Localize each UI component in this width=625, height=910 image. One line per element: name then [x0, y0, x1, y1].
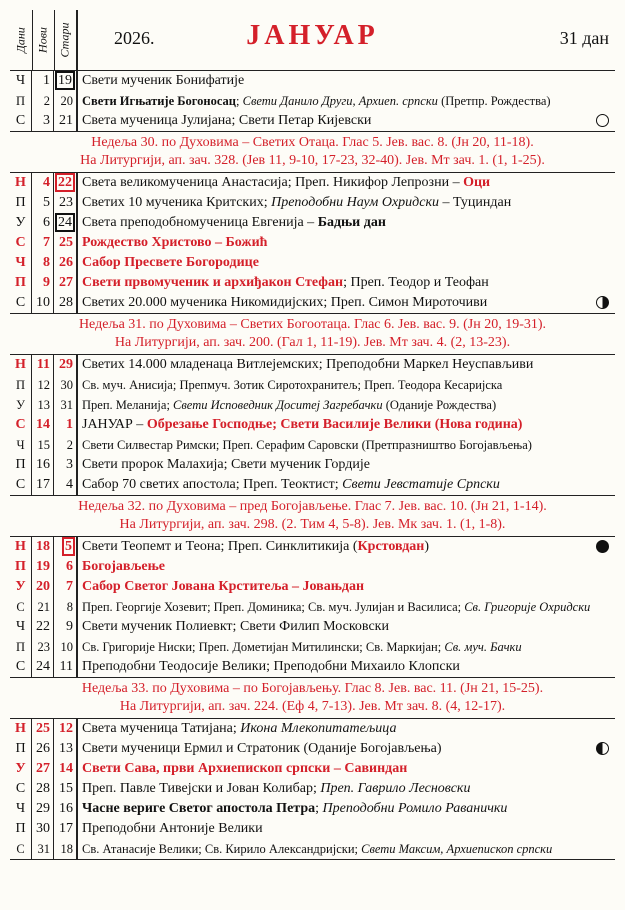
weekday-cell: С	[10, 415, 32, 435]
column-header-new: Нови	[32, 10, 55, 70]
old-date-cell	[54, 375, 78, 395]
sunday-reading-line: На Литургији, ап. зач. 328. (Јев 11, 9-10, 17-23, 32-40). Јев. Мт зач. 1. (1, 1-25).	[80, 153, 545, 168]
new-date-cell: 7	[32, 233, 54, 253]
feast-text-part: Свети пророк Малахија; Свети мученик Гордије	[82, 457, 370, 472]
old-date-cell	[54, 577, 78, 597]
day-row	[10, 193, 615, 213]
old-date-value: 18	[60, 842, 73, 856]
feast-text-part: Преп. Гаврило Лесновски	[320, 781, 471, 796]
feast-text-part: Св. Атанасије Велики; Св. Кирило Александријски;	[82, 842, 362, 856]
day-row	[10, 71, 615, 91]
day-row	[10, 779, 615, 799]
day-row	[10, 759, 615, 779]
feast-text	[78, 799, 615, 819]
old-date-value: 31	[60, 398, 73, 412]
new-date-cell: 29	[32, 799, 54, 819]
old-date-value: 7	[66, 579, 73, 594]
feast-text-part: Светих 14.000 младенаца Витлејемских; Преподобни Маркел Неуспављиви	[82, 357, 534, 372]
old-date-cell	[54, 71, 78, 91]
weekday-cell: П	[10, 375, 32, 395]
feast-text-part: Сабор Светог Јована Крститеља – Јовањдан	[82, 579, 365, 594]
day-row	[10, 293, 615, 313]
moon-phase-full-icon	[596, 114, 609, 127]
new-date-cell: 16	[32, 455, 54, 475]
old-date-cell	[54, 111, 78, 131]
old-date-value: 3	[66, 457, 73, 472]
day-row	[10, 355, 615, 375]
feast-text-part: (Оданије Рождества)	[382, 398, 497, 412]
feast-text-part: Преподобни Ромило Раванички	[322, 801, 508, 816]
feast-text	[78, 111, 615, 131]
feast-text	[78, 759, 615, 779]
sunday-reading-line: На Литургији, ап. зач. 200. (Гал 1, 11-19). Јев. Мт зач. 4. (2, 13-23).	[114, 335, 511, 350]
old-date-value: 24	[58, 215, 72, 230]
feast-text	[78, 537, 615, 557]
old-date-cell	[54, 233, 78, 253]
old-date-value: 23	[59, 195, 73, 210]
new-date-cell: 20	[32, 577, 54, 597]
old-date-cell	[54, 455, 78, 475]
old-date-cell	[54, 819, 78, 839]
feast-text-part: Оци	[463, 175, 491, 190]
moon-phase-first-icon	[596, 296, 609, 309]
feast-text-part: Света мученица Татијана;	[82, 721, 241, 736]
feast-text-part: Св. Григорије Ниски; Преп. Дометијан Митилински; Св. Маркијан;	[82, 640, 445, 654]
feast-text-part: Преподобни Теодосије Велики; Преподобни Михаило Клопски	[82, 659, 460, 674]
feast-text-part: Свети мученик Полиевкт; Свети Филип Московски	[82, 619, 389, 634]
old-date-value: 6	[66, 559, 73, 574]
new-date-cell: 18	[32, 537, 54, 557]
feast-text	[78, 173, 615, 193]
feast-text-part: Свети Данило Други, Архиеп. српски	[242, 94, 438, 108]
day-row	[10, 799, 615, 819]
day-row	[10, 253, 615, 273]
feast-text-part: Сабор Пресвете Богородице	[82, 255, 259, 270]
feast-text	[78, 475, 615, 495]
feast-text	[78, 293, 615, 313]
sunday-reading-line: Недеља 33. по Духовима – по Богојављењу. Глас 8. Јев. вас. 11. (Јн 21, 15-25).	[81, 681, 544, 696]
old-date-cell	[54, 395, 78, 415]
feast-text-part: Свети мученик Бонифатије	[82, 73, 245, 88]
day-row	[10, 273, 615, 293]
sunday-reading	[10, 496, 615, 537]
old-date-value: 16	[59, 801, 73, 816]
day-row	[10, 111, 615, 131]
new-date-cell: 13	[32, 395, 54, 415]
weekday-cell: С	[10, 475, 32, 495]
feast-text	[78, 839, 615, 859]
feast-text	[78, 395, 615, 415]
day-row	[10, 455, 615, 475]
day-row	[10, 475, 615, 495]
feast-text-part: Обрезање Господње; Свети Василије Велики (Нова година)	[146, 417, 523, 432]
moon-phase-new-icon	[596, 540, 609, 553]
feast-text-part: Свети Исповедник Доситеј Загребачки	[173, 398, 383, 412]
feast-text-part: Св. муч. Анисија; Препмуч. Зотик Сиротохранитељ; Преп. Теодора Кесаријска	[82, 378, 503, 392]
feast-text-part: Часне вериге Светог апостола Петра	[82, 801, 316, 816]
week-block	[10, 355, 615, 496]
old-date-cell	[54, 637, 78, 657]
feast-text-part: Светих 10 мученика Критских;	[82, 195, 272, 210]
old-date-value: 1	[66, 417, 73, 432]
feast-text-part: Св. Григорије Охридски	[464, 600, 591, 614]
day-row	[10, 375, 615, 395]
old-date-value: 20	[60, 94, 73, 108]
day-row	[10, 597, 615, 617]
old-date-value: 27	[59, 275, 73, 290]
old-date-value: 11	[59, 659, 73, 674]
feast-text-part: ;	[236, 94, 243, 108]
feast-text-part: Света великомученица Анастасија; Преп. Никифор Лепрозни –	[82, 175, 464, 190]
weekday-cell: У	[10, 213, 32, 233]
old-date-cell	[54, 91, 78, 111]
weekday-cell: С	[10, 597, 32, 617]
weekday-cell: С	[10, 233, 32, 253]
new-date-cell: 15	[32, 435, 54, 455]
calendar-body	[10, 71, 615, 860]
weekday-cell: Ч	[10, 617, 32, 637]
weekday-cell: Ч	[10, 71, 32, 91]
day-row	[10, 739, 615, 759]
new-date-cell: 14	[32, 415, 54, 435]
weekday-cell: Ч	[10, 435, 32, 455]
day-row	[10, 415, 615, 435]
feast-text-part: Преподобни Антоније Велики	[82, 821, 263, 836]
new-date-cell: 10	[32, 293, 54, 313]
feast-text	[78, 719, 615, 739]
old-date-cell	[54, 759, 78, 779]
feast-text-part: Свети Јевстатије Српски	[342, 477, 500, 492]
sunday-reading-line: Недеља 32. по Духовима – пред Богојављење. Глас 7. Јев. вас. 10. (Јн 21, 1-14).	[78, 499, 547, 514]
feast-text	[78, 577, 615, 597]
old-date-cell	[54, 557, 78, 577]
old-date-value: 29	[59, 357, 73, 372]
calendar-header	[10, 10, 615, 71]
feast-text	[78, 233, 615, 253]
feast-text-part: Свети првомученик и архиђакон Стефан	[82, 275, 344, 290]
month-title: ЈАНУАР	[246, 20, 379, 51]
feast-text	[78, 253, 615, 273]
new-date-cell: 22	[32, 617, 54, 637]
new-date-cell: 6	[32, 213, 54, 233]
old-date-value: 8	[66, 600, 73, 614]
old-date-value: 21	[59, 113, 73, 128]
old-date-value: 2	[66, 438, 73, 452]
days-count: 31 дан	[559, 28, 609, 48]
day-row	[10, 839, 615, 859]
weekday-cell: У	[10, 759, 32, 779]
new-date-cell: 30	[32, 819, 54, 839]
old-date-value: 28	[59, 295, 73, 310]
feast-text	[78, 617, 615, 637]
column-header-old: Стари	[54, 10, 78, 70]
new-date-cell: 21	[32, 597, 54, 617]
week-block	[10, 537, 615, 678]
feast-text-part: Сабор 70 светих апостола; Преп. Теоктист;	[82, 477, 343, 492]
feast-text	[78, 657, 615, 677]
new-date-cell: 23	[32, 637, 54, 657]
feast-text-part: ; Преп. Теодор и Теофан	[343, 275, 489, 290]
feast-text-part: Свети Сава, први Архиепископ српски – Савиндан	[82, 761, 408, 776]
old-date-cell	[54, 355, 78, 375]
old-date-cell	[54, 193, 78, 213]
new-date-cell: 28	[32, 779, 54, 799]
sunday-reading	[10, 678, 615, 719]
weekday-cell: Н	[10, 355, 32, 375]
weekday-cell: С	[10, 779, 32, 799]
day-row	[10, 719, 615, 739]
new-date-cell: 26	[32, 739, 54, 759]
feast-text	[78, 91, 615, 111]
feast-text-part: Рождество Христово – Божић	[82, 235, 268, 250]
old-date-value: 12	[59, 721, 73, 736]
weekday-cell: С	[10, 293, 32, 313]
feast-text	[78, 273, 615, 293]
feast-text-part: Преподобни Наум Охридски	[271, 195, 440, 210]
old-date-cell	[54, 657, 78, 677]
new-date-cell: 17	[32, 475, 54, 495]
feast-text-part: ;	[315, 801, 323, 816]
new-date-cell: 27	[32, 759, 54, 779]
old-date-value: 19	[58, 73, 72, 88]
new-date-cell: 8	[32, 253, 54, 273]
new-date-cell: 4	[32, 173, 54, 193]
feast-text	[78, 415, 615, 435]
day-row	[10, 617, 615, 637]
day-row	[10, 557, 615, 577]
old-date-value: 10	[60, 640, 73, 654]
feast-text-part: Светих 20.000 мученика Никомидијских; Преп. Симон Мироточиви	[82, 295, 488, 310]
sunday-reading-line: Недеља 30. по Духовима – Светих Отаца. Глас 5. Јев. вас. 8. (Јн 20, 11-18).	[91, 135, 534, 150]
old-date-cell	[54, 799, 78, 819]
day-row	[10, 537, 615, 557]
old-date-cell	[54, 719, 78, 739]
old-date-value: 4	[66, 477, 73, 492]
weekday-cell: П	[10, 455, 32, 475]
feast-text-part: Свети Игњатије Богоносац	[82, 94, 236, 108]
feast-text	[78, 213, 615, 233]
feast-text-part: Икона Млекопитатељица	[240, 721, 397, 736]
sunday-reading-line: На Литургији, ап. зач. 298. (2. Тим 4, 5-8). Јев. Мк зач. 1. (1, 1-8).	[119, 517, 506, 532]
old-date-cell	[54, 415, 78, 435]
day-row	[10, 213, 615, 233]
old-date-cell	[54, 617, 78, 637]
old-date-value: 26	[59, 255, 73, 270]
old-date-value: 25	[59, 235, 73, 250]
feast-text-part: – Туциндан	[439, 195, 512, 210]
weekday-cell: П	[10, 739, 32, 759]
weekday-cell: П	[10, 273, 32, 293]
new-date-cell: 2	[32, 91, 54, 111]
old-date-cell	[54, 293, 78, 313]
weekday-cell: П	[10, 637, 32, 657]
old-date-cell	[54, 839, 78, 859]
feast-text	[78, 355, 615, 375]
weekday-cell: У	[10, 395, 32, 415]
feast-text-part: (Претпр. Рождества)	[437, 94, 551, 108]
day-row	[10, 395, 615, 415]
old-date-cell	[54, 597, 78, 617]
weekday-cell: С	[10, 657, 32, 677]
old-date-value: 9	[66, 619, 73, 634]
old-date-cell	[54, 253, 78, 273]
weekday-cell: Ч	[10, 253, 32, 273]
new-date-cell: 12	[32, 375, 54, 395]
day-row	[10, 173, 615, 193]
new-date-cell: 25	[32, 719, 54, 739]
old-date-cell	[54, 537, 78, 557]
day-row	[10, 637, 615, 657]
feast-text-part: Бадњи дан	[317, 215, 386, 230]
year-label: 2026.	[114, 28, 155, 48]
day-row	[10, 91, 615, 111]
weekday-cell: П	[10, 91, 32, 111]
feast-text	[78, 557, 615, 577]
new-date-cell: 3	[32, 111, 54, 131]
column-header-days: Дани	[10, 10, 33, 70]
feast-text	[78, 637, 615, 657]
old-date-value: 14	[59, 761, 73, 776]
feast-text	[78, 375, 615, 395]
new-date-cell: 24	[32, 657, 54, 677]
weekday-cell: Н	[10, 537, 32, 557]
feast-text-part: ЈАНУАР –	[82, 417, 147, 432]
feast-text-part: Свети Теопемт и Теона; Преп. Синклитикија (	[82, 539, 358, 554]
weekday-cell: П	[10, 557, 32, 577]
feast-text	[78, 435, 615, 455]
week-block	[10, 71, 615, 132]
weekday-cell: С	[10, 111, 32, 131]
new-date-cell: 19	[32, 557, 54, 577]
weekday-cell: Н	[10, 719, 32, 739]
feast-text-part: Преп. Георгије Хозевит; Преп. Доминика; Св. муч. Јулијан и Василиса;	[82, 600, 465, 614]
day-row	[10, 233, 615, 253]
feast-text-part: Богојављење	[82, 559, 165, 574]
old-date-cell	[54, 435, 78, 455]
old-date-cell	[54, 273, 78, 293]
old-date-value: 5	[65, 539, 72, 554]
moon-phase-last-icon	[596, 742, 609, 755]
old-date-cell	[54, 779, 78, 799]
weekday-cell: С	[10, 839, 32, 859]
feast-text-part: Преп. Павле Тивејски и Јован Колибар;	[82, 781, 321, 796]
feast-text-part: Свети мученици Ермил и Стратоник (Оданије Богојављења)	[82, 741, 442, 756]
sunday-reading-line: На Литургији, ап. зач. 224. (Еф 4, 7-13). Јев. Мт зач. 8. (4, 12-17).	[119, 699, 506, 714]
feast-text	[78, 819, 615, 839]
old-date-cell	[54, 213, 78, 233]
day-row	[10, 435, 615, 455]
feast-text	[78, 739, 615, 759]
feast-text-part: Преп. Меланија;	[82, 398, 174, 412]
new-date-cell: 31	[32, 839, 54, 859]
feast-text-part: Света преподобномученица Евгенија –	[82, 215, 318, 230]
sunday-reading-line: Недеља 31. по Духовима – Светих Богоотаца. Глас 6. Јев. вас. 9. (Јн 20, 19-31).	[78, 317, 547, 332]
old-date-value: 17	[59, 821, 73, 836]
feast-text-part: )	[424, 539, 430, 554]
feast-text-part: Крстовдан	[357, 539, 425, 554]
old-date-cell	[54, 475, 78, 495]
weekday-cell: П	[10, 193, 32, 213]
feast-text	[78, 779, 615, 799]
old-date-cell	[54, 739, 78, 759]
feast-text	[78, 455, 615, 475]
old-date-value: 13	[59, 741, 73, 756]
week-block	[10, 719, 615, 860]
new-date-cell: 5	[32, 193, 54, 213]
day-row	[10, 577, 615, 597]
feast-text	[78, 597, 615, 617]
new-date-cell: 1	[32, 71, 54, 91]
sunday-reading	[10, 314, 615, 355]
feast-text	[78, 193, 615, 213]
weekday-cell: П	[10, 819, 32, 839]
sunday-reading	[10, 132, 615, 173]
calendar-page	[10, 10, 615, 890]
feast-text-part: Света мученица Јулијана; Свети Петар Кијевски	[82, 113, 372, 128]
new-date-cell: 9	[32, 273, 54, 293]
feast-text	[78, 71, 615, 91]
feast-text-part: Св. муч. Бачки	[444, 640, 522, 654]
day-row	[10, 657, 615, 677]
new-date-cell: 11	[32, 355, 54, 375]
feast-text-part: Свети Силвестар Римски; Преп. Серафим Саровски (Претпразништво Богојављења)	[82, 438, 532, 452]
week-block	[10, 173, 615, 314]
old-date-cell	[54, 173, 78, 193]
old-date-value: 22	[58, 175, 72, 190]
weekday-cell: Ч	[10, 799, 32, 819]
weekday-cell: Н	[10, 173, 32, 193]
weekday-cell: У	[10, 577, 32, 597]
day-row	[10, 819, 615, 839]
feast-text-part: Свети Максим, Архиепископ српски	[361, 842, 553, 856]
old-date-value: 15	[59, 781, 73, 796]
old-date-value: 30	[60, 378, 73, 392]
